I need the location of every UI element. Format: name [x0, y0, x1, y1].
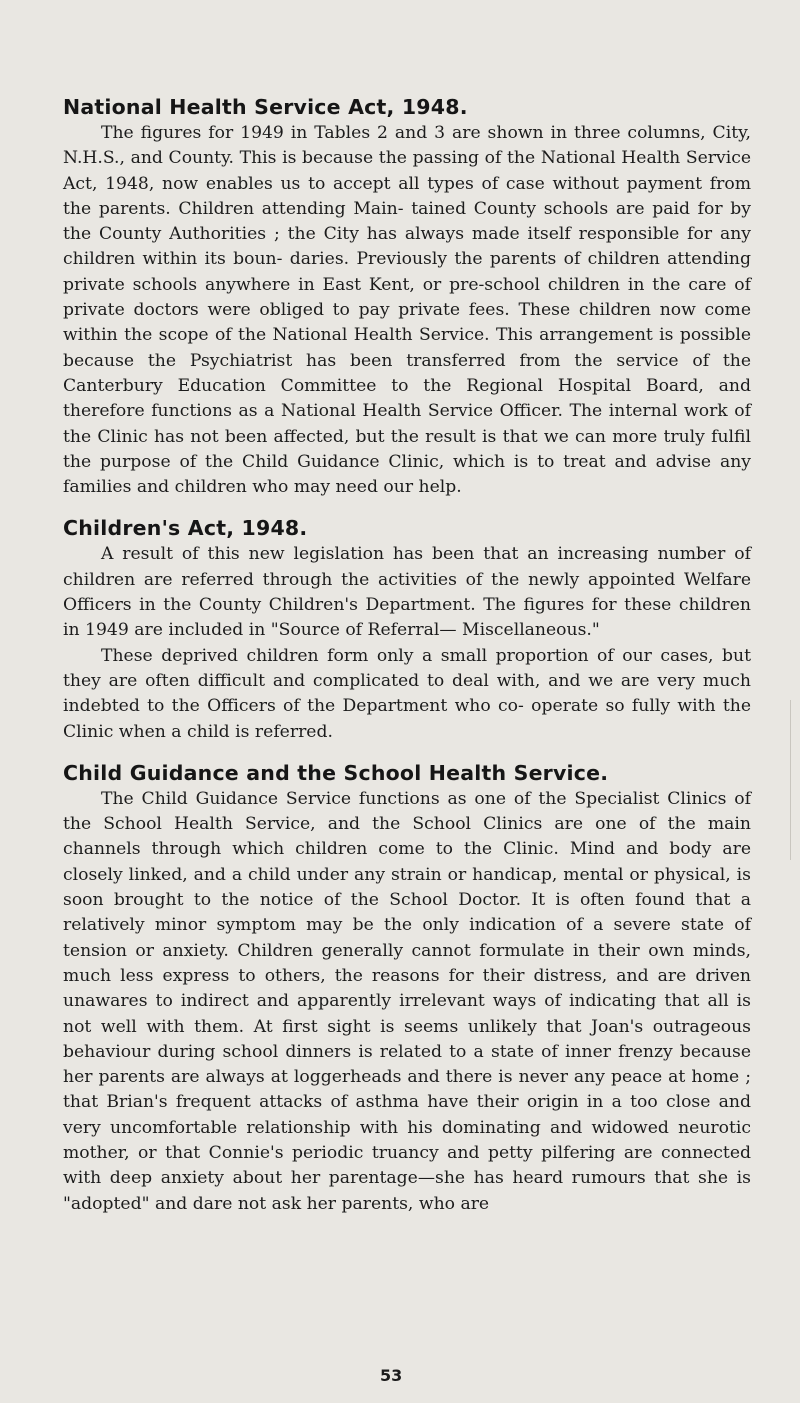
page-number: 53	[380, 1366, 403, 1385]
paragraph-childrens-act-2: These deprived children form only a small proportion of our cases, but they are often difficult and complicated to deal with, and we are very much indebted to the Officers of the Department who co- operate so fully with the Clinic when a child is referred.	[63, 645, 751, 742]
section-heading-nhs-act: National Health Service Act, 1948.	[63, 95, 468, 119]
paragraph-nhs-act: The figures for 1949 in Tables 2 and 3 are shown in three columns, City, N.H.S., and County. This is because the passing of the National Health Service Act, 1948, now enables us to accept all types of case without payment from the parents. Children attending Main- tained County schools are paid for by the County Authorities ; the City has always made itself responsible for any children within its boun- daries. Previously the parents of children attending private schools anywhere in East Kent, or pre-school children in the care of private doctors were obliged to pay private fees. These children now come within the scope of the National Health Service. This arrangement is possible because the Psychiatrist has been transferred from the service of the Canterbury Education Committee to the Regional Hospital Board, and therefore functions as a National Health Service Officer. The internal work of the Clinic has not been affected, but the result is that we can more truly fulfil the purpose of the Child Guidance Clinic, which is to treat and advise any families and children who may need our help.	[63, 123, 751, 498]
page-edge-mark	[790, 700, 791, 860]
section-heading-school-health: Child Guidance and the School Health Service.	[63, 760, 609, 785]
section-heading-childrens-act: Children's Act, 1948.	[63, 516, 308, 541]
paragraph-childrens-act-1: A result of this new legislation has been that an increasing number of children are referred through the activities of the newly appointed Welfare Officers in the County Children's Department. The figures for these children in 1949 are included in "Source of Referral— Miscellaneous."	[63, 544, 751, 641]
section-childrens-act	[63, 514, 751, 744]
paragraph-school-health: The Child Guidance Service functions as one of the Specialist Clinics of the School Health Service, and the School Clinics are one of the main channels through which children come to the Clinic. Mind and body are closely linked, and a child under any strain or handicap, mental or physical, is soon brought to the notice of the School Doctor. It is often found that a relatively minor symptom may be the only indication of a severe state of tension or anxiety. Children generally cannot formulate in their own minds, much less express to others, the reasons for their distress, and are driven unawares to indirect and apparently irrelevant ways of indicating that all is not well with them. At first sight is seems unlikely that Joan's outrageous behaviour during school dinners is related to a state of inner frenzy because her parents are always at loggerheads and there is never any peace at home ; that Brian's frequent attacks of asthma have their origin in a too close and very uncomfortable relationship with his dominating and widowed neurotic mother, or that Connie's periodic truancy and petty pilfering are connected with deep anxiety about her parentage—she has heard rumours that she is "adopted" and dare not ask her parents, who are	[63, 788, 751, 1214]
document-body	[63, 93, 751, 1217]
section-nhs-act	[63, 93, 751, 500]
section-school-health	[63, 759, 751, 1217]
